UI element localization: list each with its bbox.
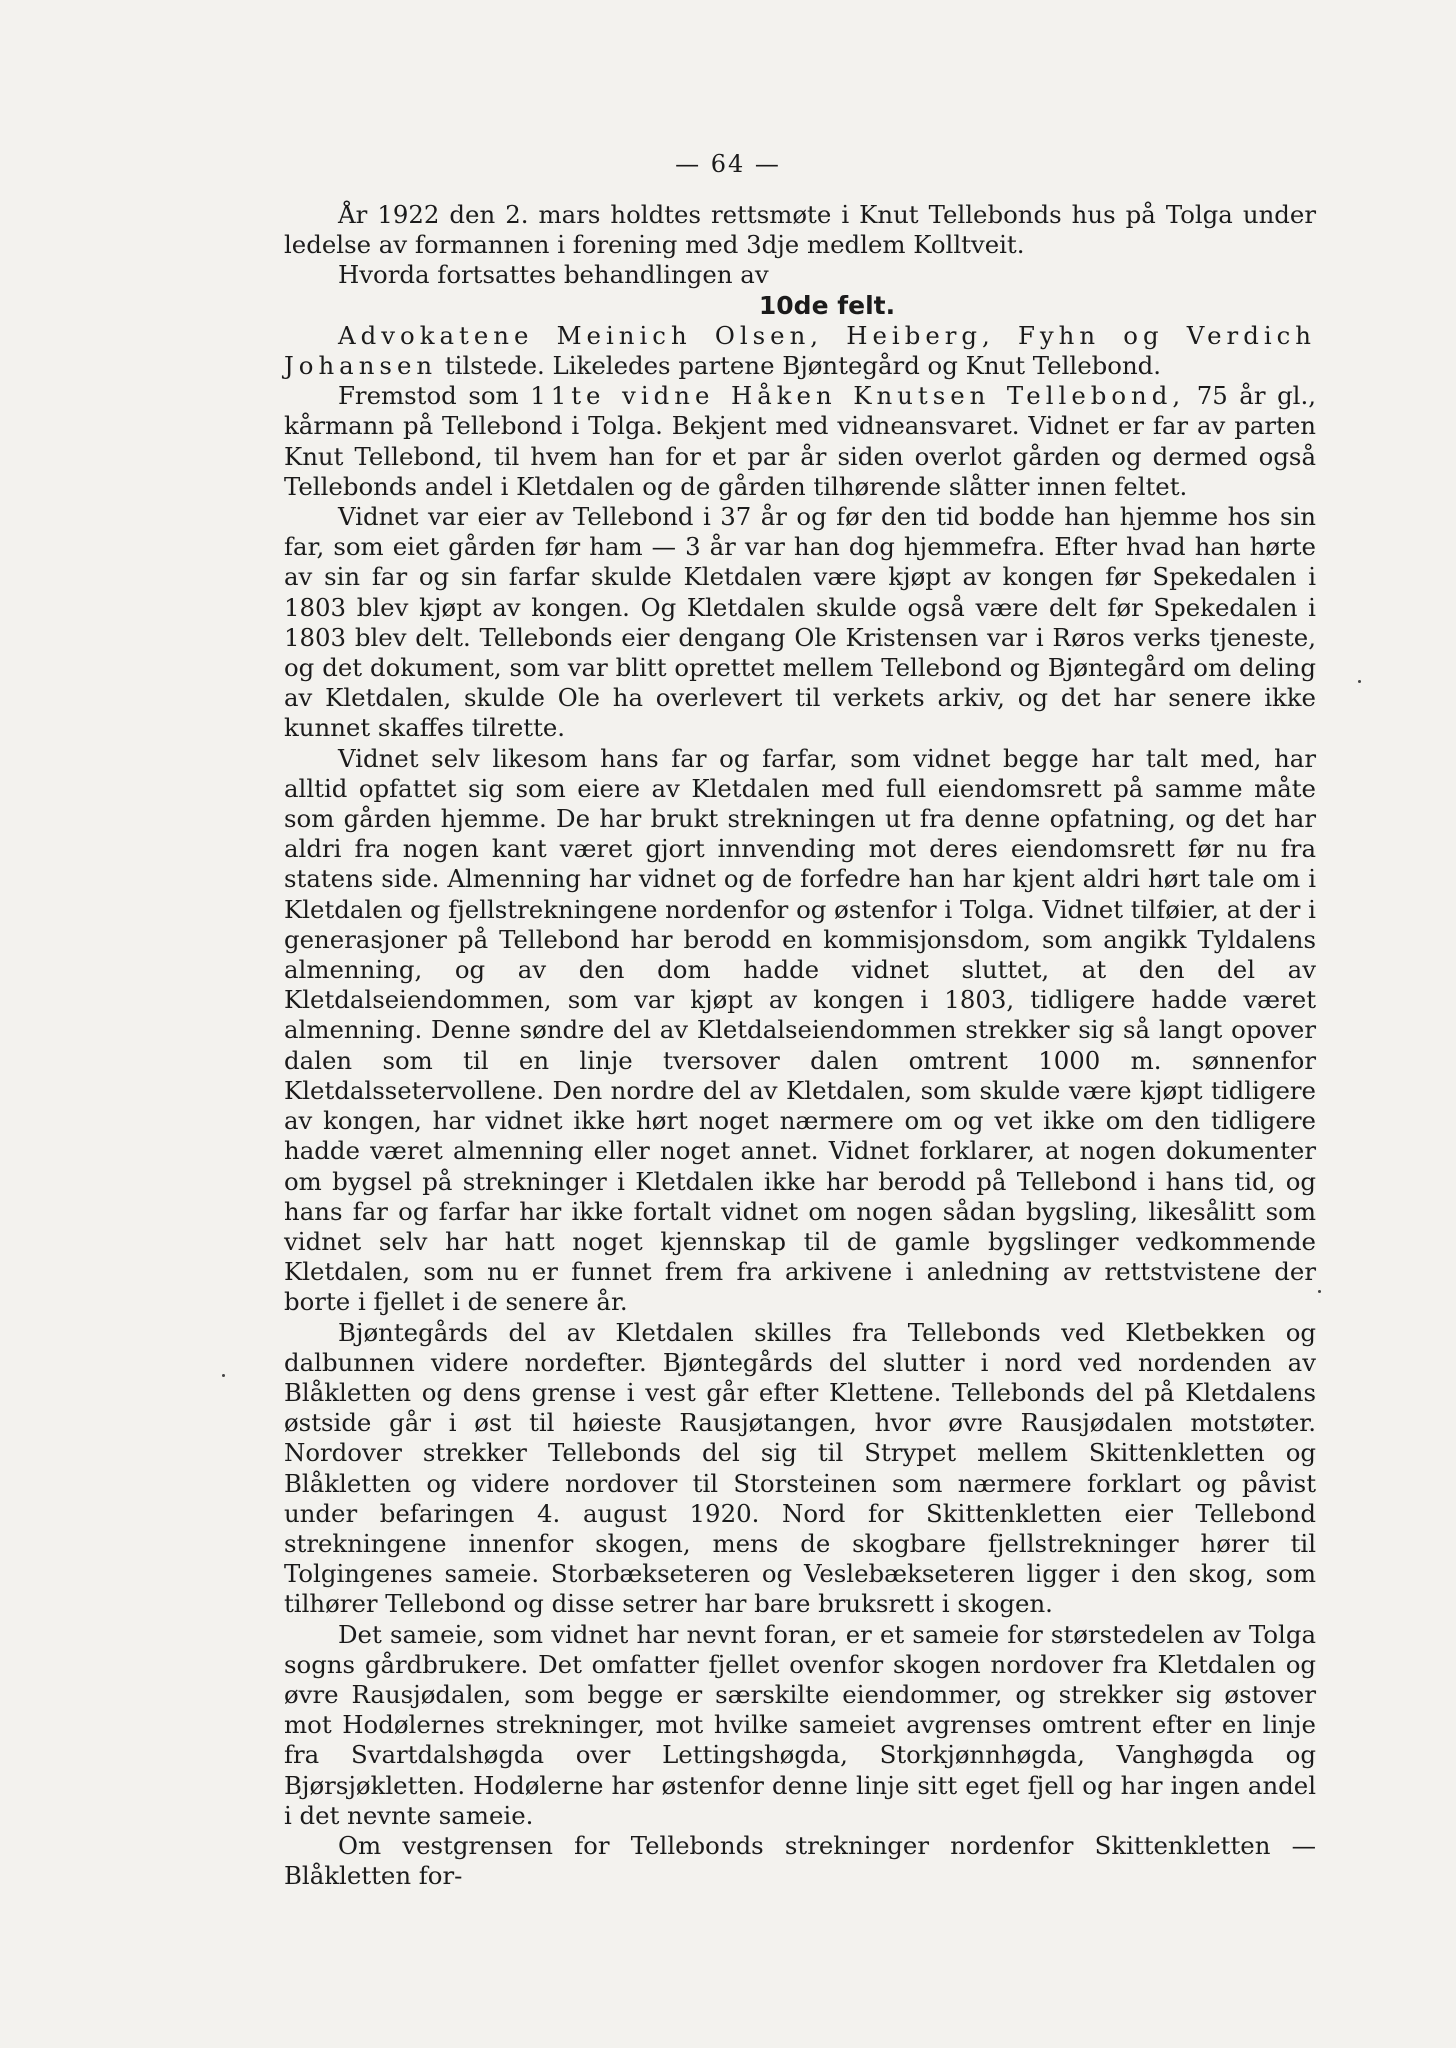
paragraph-usage: Vidnet selv likesom hans far og farfar, som vidnet begge har talt med, har alltid opfattet sig som eiere av Kletdalen med full eiendomsrett på samme måte som gården hjemme. De har brukt strekningen ut fra denne opfatning, og det har aldri fra nogen kant været gjort innvending mot deres eiendomsrett før nu fra statens side. Almenning har vidnet og de forfedre han har kjent aldri hørt tale om i Kletdalen og fjellstrekningene nordenfor og østenfor i Tolga. Vidnet tilføier, at der i generasjoner på Tellebond har berodd en kommisjonsdom, som angikk Tyldalens almenning, og av den dom hadde vidnet sluttet, at den del av Kletdalseiendommen, som var kjøpt av kongen i 1803, tidligere hadde været almenning. Denne søndre del av Kletdalseiendommen strekker sig så langt opover dalen som til en linje tversover dalen omtrent 1000 m. sønnenfor Kletdalssetervollene. Den nordre del av Kletdalen, som skulde være kjøpt tidligere av kongen, har vidnet ikke hørt noget nærmere om og vet ikke om den tidligere hadde været almenning eller noget annet. Vidnet forklarer, at nogen dokumenter om bygsel på strekninger i Kletdalen ikke har berodd på Tellebond i hans tid, og hans far og farfar har ikke fortalt vidnet om nogen sådan bygsling, likesålitt som vidnet selv har hatt noget kjennskap til de gamle bygslinger vedkommende Kletdalen, som nu er funnet frem fra arkivene i anledning av rettstvistene der borte i fjellet i de senere år.	[284, 743, 1316, 1317]
scan-speck	[1358, 680, 1361, 683]
paragraph-boundaries: Bjøntegårds del av Kletdalen skilles fra Tellebonds ved Kletbekken og dalbunnen videre nordefter. Bjøntegårds del slutter i nord ved nordenden av Blåkletten og dens grense i vest går efter Klettene. Tellebonds del på Kletdalens østside går i øst til høieste Rausjøtangen, hvor øvre Rausjødalen motstøter. Nordover strekker Tellebonds del sig til Strypet mellem Skittenkletten og Blåkletten og videre nordover til Storsteinen som nærmere forklart og påvist under befaringen 4. august 1920. Nord for Skittenkletten eier Tellebond strekningene innenfor skogen, mens de skogbare fjellstrekninger hører til Tolgingenes sameie. Storbækseteren og Veslebækseteren ligger i den skog, som tilhører Tellebond og disse setrer har bare bruksrett i skogen.	[284, 1317, 1316, 1619]
scan-speck	[1318, 1290, 1321, 1293]
page-number: — 64 —	[675, 150, 781, 178]
witness-lead: Fremstod som	[338, 381, 531, 411]
paragraph-common-land: Det sameie, som vidnet har nevnt foran, er et sameie for størstedelen av Tolga sogns gårdbrukere. Det omfatter fjellet ovenfor skogen nordover fra Kletdalen og øvre Rausjødalen, som begge er særskilte eiendommer, og strekker sig østover mot Hodølernes strekninger, mot hvilke sameiet avgrenses omtrent efter en linje fra Svartdalshøgda over Lettingshøgda, Storkjønnhøgda, Vanghøgda og Bjørsjøkletten. Hodølerne har østenfor denne linje sitt eget fjell og har ingen andel i det nevnte sameie.	[284, 1619, 1316, 1830]
witness-rest: 75 år gl., kårmann på Tellebond i Tolga. Bekjent med vidneansvaret. Vidnet er far av parten Knut Tellebond, til hvem han for et par år siden overlot gården og dermed også Tellebonds andel i Kletdalen og de gården tilhørende slåtter innen feltet.	[284, 381, 1316, 501]
witness-name: 11te vidne Håken Knutsen Tellebond,	[530, 381, 1186, 411]
attendance-names: Advokatene Meinich Olsen, Heiberg, Fyhn og Verdich Johansen	[284, 320, 1316, 381]
paragraph-continuation: Hvorda fortsattes behandlingen av	[338, 260, 769, 290]
paragraph-attendance	[284, 321, 1316, 381]
section-title: 10de felt.	[758, 290, 896, 320]
attendance-rest: tilstede. Likeledes partene Bjøntegård og Knut Tellebond.	[437, 351, 1162, 381]
document-body	[284, 200, 1316, 1891]
paragraph-witness-intro	[284, 381, 1316, 502]
scan-speck	[222, 1374, 225, 1377]
paragraph-ownership: Vidnet var eier av Tellebond i 37 år og før den tid bodde han hjemme hos sin far, som eiet gården før ham — 3 år var han dog hjemmefra. Efter hvad han hørte av sin far og sin farfar skulde Kletdalen være kjøpt av kongen før Spekedalen i 1803 blev kjøpt av kongen. Og Kletdalen skulde også være delt før Spekedalen i 1803 blev delt. Tellebonds eier dengang Ole Kristensen var i Røros verks tjeneste, og det dokument, som var blitt oprettet mellem Tellebond og Bjøntegård om deling av Kletdalen, skulde Ole ha overlevert til verkets arkiv, og det har senere ikke kunnet skaffes tilrette.	[284, 502, 1316, 743]
paragraph-opening: År 1922 den 2. mars holdtes rettsmøte i Knut Tellebonds hus på Tolga under ledelse av formannen i forening med 3dje medlem Kolltveit.	[284, 200, 1316, 260]
paragraph-west-border: Om vestgrensen for Tellebonds strekninger nordenfor Skittenkletten — Blåkletten for-	[284, 1830, 1316, 1891]
